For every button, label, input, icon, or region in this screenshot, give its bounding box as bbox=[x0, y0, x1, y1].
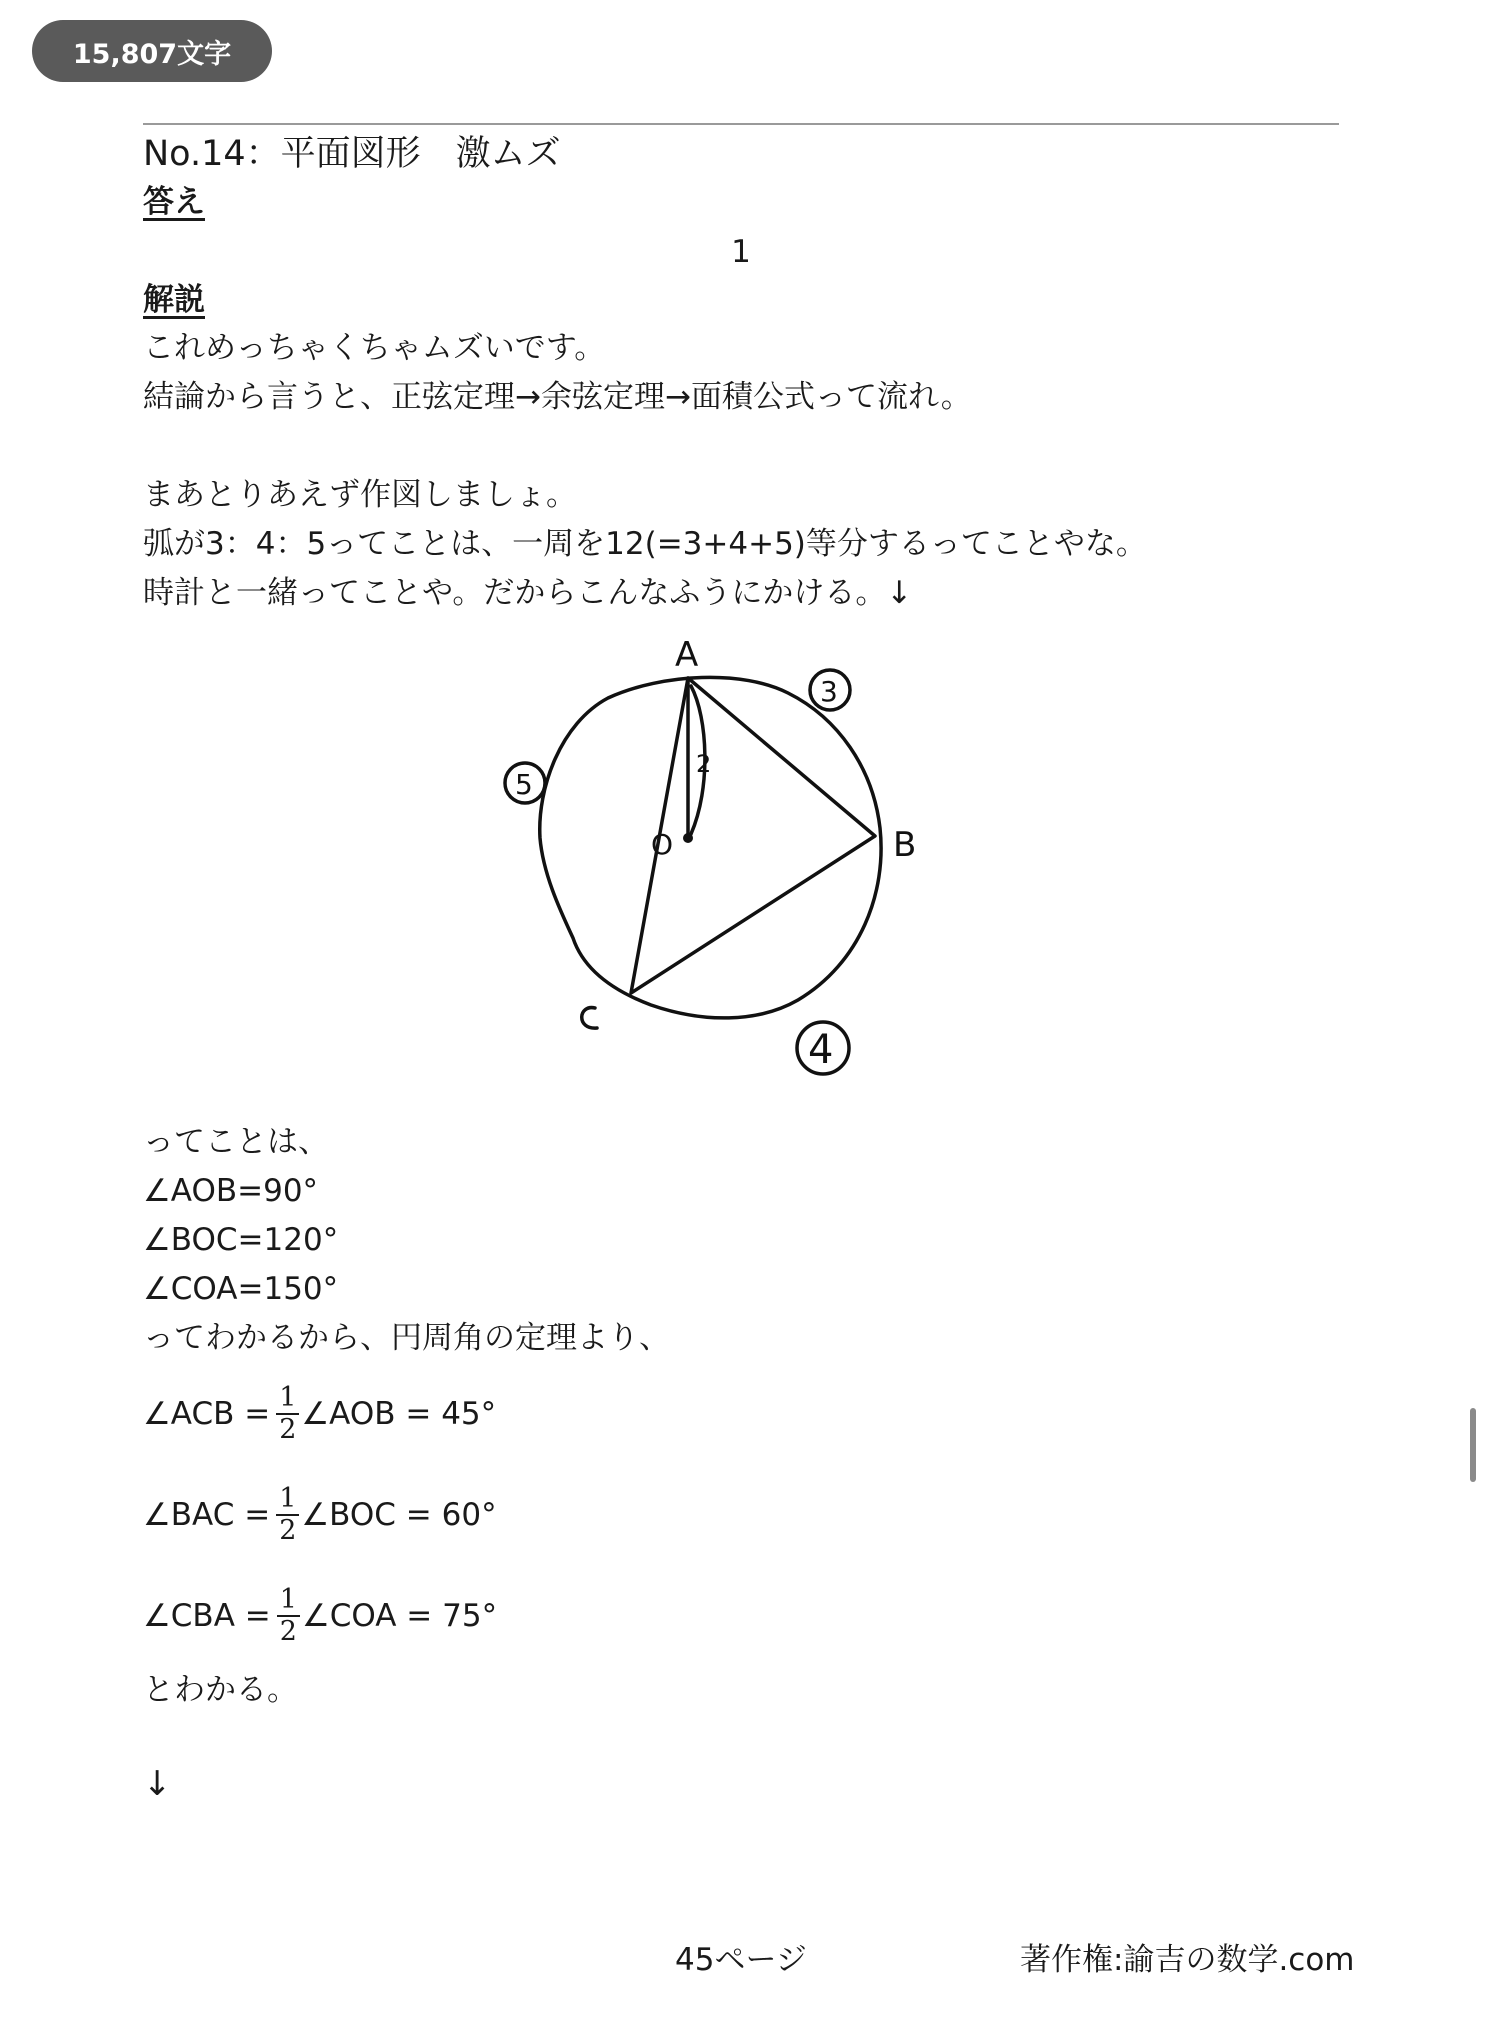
equation-rhs: ∠COA = 75° bbox=[301, 1597, 498, 1634]
fraction-denominator: 2 bbox=[279, 1413, 297, 1445]
problem-title: No.14：平面図形 激ムズ bbox=[143, 134, 561, 174]
char-count-label: 15,807文字 bbox=[72, 38, 232, 70]
equation-lhs: ∠CBA = bbox=[143, 1597, 271, 1634]
explanation-line: 弧が3：4：5ってことは、一周を12(=3+4+5)等分するってことやな。 bbox=[143, 526, 1147, 562]
fraction-denominator: 2 bbox=[279, 1615, 297, 1647]
angle-line: ∠AOB=90° bbox=[143, 1173, 319, 1209]
angle-line: ∠COA=150° bbox=[143, 1271, 339, 1307]
circle-outline bbox=[540, 677, 881, 1018]
arc-label-4: 4 bbox=[808, 1027, 834, 1073]
fraction bbox=[277, 1585, 300, 1647]
fraction bbox=[276, 1383, 299, 1445]
explanation-heading: 解説 bbox=[143, 282, 205, 318]
explanation-line: これめっちゃくちゃムズいです。 bbox=[143, 330, 606, 366]
equation-lhs: ∠BAC = bbox=[143, 1496, 271, 1533]
circle-diagram bbox=[143, 638, 1339, 1118]
fraction-numerator: 1 bbox=[276, 1383, 299, 1415]
equation bbox=[143, 1363, 1339, 1464]
answer-heading: 答え bbox=[143, 184, 205, 220]
explanation-line: 結論から言うと、正弦定理→余弦定理→面積公式って流れ。 bbox=[143, 379, 972, 415]
label-a: A bbox=[675, 638, 699, 675]
body-line: ってわかるから、円周角の定理より、 bbox=[143, 1320, 670, 1356]
fraction-denominator: 2 bbox=[279, 1514, 297, 1546]
label-b: B bbox=[893, 825, 917, 865]
body-line: ってことは、 bbox=[143, 1124, 329, 1160]
page-number: 45ページ bbox=[675, 1942, 807, 1978]
document-page bbox=[143, 124, 1339, 1809]
answer-value: 1 bbox=[731, 234, 751, 270]
equation-rhs: ∠BOC = 60° bbox=[301, 1496, 497, 1533]
radius-label: 2 bbox=[696, 750, 712, 778]
center-point bbox=[683, 833, 693, 843]
explanation-line: まあとりあえず作図しましょ。 bbox=[143, 477, 577, 513]
equation bbox=[143, 1464, 1339, 1565]
equation-rhs: ∠AOB = 45° bbox=[301, 1395, 497, 1432]
fraction-numerator: 1 bbox=[276, 1484, 299, 1516]
equation bbox=[143, 1565, 1339, 1666]
label-c-mark bbox=[582, 1008, 597, 1029]
conclusion-line: とわかる。 bbox=[143, 1672, 298, 1708]
angle-line: ∠BOC=120° bbox=[143, 1222, 339, 1258]
scrollbar-thumb[interactable] bbox=[1470, 1408, 1476, 1482]
arc-label-3: 3 bbox=[820, 675, 838, 708]
copyright-notice: 著作権:諭吉の数学.com bbox=[1020, 1942, 1355, 1978]
fraction-numerator: 1 bbox=[277, 1585, 300, 1617]
label-o: O bbox=[651, 828, 674, 861]
fraction bbox=[276, 1484, 299, 1546]
char-count-badge bbox=[32, 20, 272, 82]
arc-label-5: 5 bbox=[515, 768, 533, 801]
explanation-line: 時計と一緒ってことや。だからこんなふうにかける。↓ bbox=[143, 575, 913, 611]
down-arrow: ↓ bbox=[143, 1764, 172, 1804]
blank-line bbox=[143, 422, 1339, 471]
equation-lhs: ∠ACB = bbox=[143, 1395, 271, 1432]
circle-diagram-svg bbox=[503, 638, 963, 1098]
